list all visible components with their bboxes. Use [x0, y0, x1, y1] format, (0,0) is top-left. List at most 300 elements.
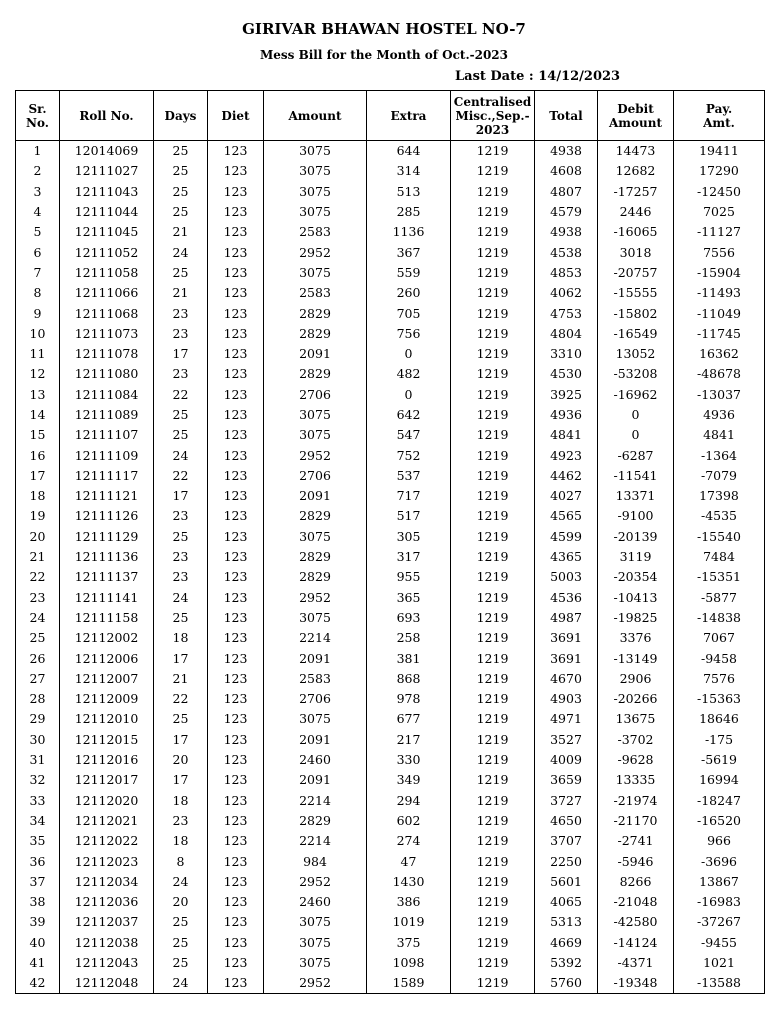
cell-extra: 517	[367, 506, 451, 526]
cell-total: 5760	[535, 973, 598, 994]
cell-days: 23	[154, 811, 208, 831]
cell-days: 25	[154, 405, 208, 425]
cell-total: 4753	[535, 303, 598, 323]
table-row	[16, 791, 765, 811]
cell-days: 25	[154, 182, 208, 202]
cell-sr: 30	[16, 730, 60, 750]
cell-debit: -16549	[598, 324, 674, 344]
cell-amount: 2706	[264, 385, 367, 405]
cell-misc: 1219	[451, 161, 535, 181]
cell-pay: -16520	[674, 811, 765, 831]
cell-debit: -20354	[598, 567, 674, 587]
cell-total: 4538	[535, 242, 598, 262]
cell-roll: 12111126	[60, 506, 154, 526]
cell-misc: 1219	[451, 730, 535, 750]
cell-roll: 12111058	[60, 263, 154, 283]
cell-pay: -11127	[674, 222, 765, 242]
cell-debit: 2906	[598, 669, 674, 689]
cell-debit: 3119	[598, 547, 674, 567]
cell-total: 4804	[535, 324, 598, 344]
cell-misc: 1219	[451, 486, 535, 506]
cell-sr: 18	[16, 486, 60, 506]
last-date: Last Date : 14/12/2023	[455, 69, 621, 84]
cell-amount: 2829	[264, 506, 367, 526]
cell-days: 25	[154, 709, 208, 729]
cell-roll: 12111136	[60, 547, 154, 567]
cell-diet: 123	[208, 344, 264, 364]
cell-pay: -9458	[674, 648, 765, 668]
cell-days: 24	[154, 242, 208, 262]
cell-sr: 1	[16, 141, 60, 162]
cell-debit: -5946	[598, 851, 674, 871]
cell-misc: 1219	[451, 385, 535, 405]
cell-extra: 0	[367, 344, 451, 364]
cell-sr: 32	[16, 770, 60, 790]
cell-total: 4027	[535, 486, 598, 506]
cell-debit: -20757	[598, 263, 674, 283]
cell-extra: 1098	[367, 953, 451, 973]
cell-total: 4608	[535, 161, 598, 181]
table-row	[16, 324, 765, 344]
cell-diet: 123	[208, 364, 264, 384]
cell-extra: 717	[367, 486, 451, 506]
cell-roll: 12112010	[60, 709, 154, 729]
cell-days: 23	[154, 506, 208, 526]
cell-days: 25	[154, 933, 208, 953]
cell-extra: 537	[367, 466, 451, 486]
cell-debit: 13371	[598, 486, 674, 506]
col-label: Centralised Misc.,Sep.- 2023	[453, 94, 532, 137]
cell-sr: 20	[16, 527, 60, 547]
cell-misc: 1219	[451, 222, 535, 242]
cell-diet: 123	[208, 242, 264, 262]
cell-days: 18	[154, 791, 208, 811]
cell-total: 4599	[535, 527, 598, 547]
cell-extra: 868	[367, 669, 451, 689]
cell-days: 17	[154, 486, 208, 506]
cell-pay: 16994	[674, 770, 765, 790]
col-label: Debit Amount	[608, 101, 662, 130]
col-header-misc	[451, 91, 535, 141]
cell-roll: 12112002	[60, 628, 154, 648]
cell-amount: 2829	[264, 364, 367, 384]
cell-roll: 12112021	[60, 811, 154, 831]
cell-sr: 28	[16, 689, 60, 709]
cell-misc: 1219	[451, 344, 535, 364]
cell-misc: 1219	[451, 324, 535, 344]
cell-diet: 123	[208, 770, 264, 790]
table-row	[16, 588, 765, 608]
cell-misc: 1219	[451, 872, 535, 892]
cell-misc: 1219	[451, 425, 535, 445]
cell-debit: -20266	[598, 689, 674, 709]
cell-days: 25	[154, 608, 208, 628]
cell-pay: -11493	[674, 283, 765, 303]
cell-amount: 984	[264, 851, 367, 871]
cell-roll: 12112036	[60, 892, 154, 912]
cell-roll: 12111044	[60, 202, 154, 222]
cell-debit: -15802	[598, 303, 674, 323]
cell-total: 4669	[535, 933, 598, 953]
cell-sr: 8	[16, 283, 60, 303]
table-row	[16, 933, 765, 953]
cell-pay: -1364	[674, 445, 765, 465]
cell-days: 25	[154, 202, 208, 222]
cell-extra: 955	[367, 567, 451, 587]
cell-roll: 12112015	[60, 730, 154, 750]
table-row	[16, 953, 765, 973]
col-label: Days	[164, 108, 197, 123]
cell-extra: 330	[367, 750, 451, 770]
cell-total: 4938	[535, 222, 598, 242]
cell-amount: 2214	[264, 791, 367, 811]
cell-amount: 2460	[264, 750, 367, 770]
col-label: Roll No.	[79, 108, 134, 123]
cell-days: 18	[154, 831, 208, 851]
cell-extra: 559	[367, 263, 451, 283]
cell-days: 23	[154, 364, 208, 384]
cell-roll: 12111066	[60, 283, 154, 303]
cell-days: 22	[154, 689, 208, 709]
cell-amount: 2952	[264, 973, 367, 994]
cell-pay: -16983	[674, 892, 765, 912]
cell-debit: -19348	[598, 973, 674, 994]
cell-debit: -17257	[598, 182, 674, 202]
cell-roll: 12111158	[60, 608, 154, 628]
cell-roll: 12111084	[60, 385, 154, 405]
cell-diet: 123	[208, 486, 264, 506]
cell-sr: 39	[16, 912, 60, 932]
cell-misc: 1219	[451, 567, 535, 587]
cell-pay: -14838	[674, 608, 765, 628]
cell-diet: 123	[208, 425, 264, 445]
cell-pay: 17290	[674, 161, 765, 181]
cell-extra: 381	[367, 648, 451, 668]
page-title: GIRIVAR BHAWAN HOSTEL NO-7	[242, 20, 526, 38]
cell-diet: 123	[208, 892, 264, 912]
cell-total: 4579	[535, 202, 598, 222]
cell-misc: 1219	[451, 608, 535, 628]
cell-extra: 305	[367, 527, 451, 547]
cell-amount: 2952	[264, 872, 367, 892]
cell-roll: 12111052	[60, 242, 154, 262]
cell-debit: -13149	[598, 648, 674, 668]
cell-days: 17	[154, 648, 208, 668]
cell-pay: -15363	[674, 689, 765, 709]
cell-days: 8	[154, 851, 208, 871]
cell-days: 25	[154, 141, 208, 162]
cell-diet: 123	[208, 872, 264, 892]
cell-sr: 7	[16, 263, 60, 283]
cell-roll: 12111129	[60, 527, 154, 547]
cell-total: 4841	[535, 425, 598, 445]
cell-extra: 602	[367, 811, 451, 831]
cell-misc: 1219	[451, 791, 535, 811]
cell-pay: 1021	[674, 953, 765, 973]
cell-days: 25	[154, 263, 208, 283]
cell-extra: 217	[367, 730, 451, 750]
cell-amount: 2214	[264, 831, 367, 851]
table-row	[16, 669, 765, 689]
cell-pay: -13037	[674, 385, 765, 405]
cell-diet: 123	[208, 182, 264, 202]
cell-misc: 1219	[451, 588, 535, 608]
cell-sr: 2	[16, 161, 60, 181]
cell-pay: 4841	[674, 425, 765, 445]
col-header-pay	[674, 91, 765, 141]
cell-roll: 12111045	[60, 222, 154, 242]
col-header-extra	[367, 91, 451, 141]
table-row	[16, 242, 765, 262]
cell-diet: 123	[208, 161, 264, 181]
cell-amount: 2460	[264, 892, 367, 912]
cell-sr: 17	[16, 466, 60, 486]
cell-sr: 37	[16, 872, 60, 892]
cell-debit: -4371	[598, 953, 674, 973]
cell-extra: 47	[367, 851, 451, 871]
cell-extra: 752	[367, 445, 451, 465]
cell-days: 20	[154, 750, 208, 770]
cell-days: 22	[154, 385, 208, 405]
cell-pay: -15351	[674, 567, 765, 587]
cell-misc: 1219	[451, 892, 535, 912]
cell-debit: 3018	[598, 242, 674, 262]
cell-days: 18	[154, 628, 208, 648]
cell-sr: 13	[16, 385, 60, 405]
cell-diet: 123	[208, 567, 264, 587]
table-row	[16, 750, 765, 770]
table-row	[16, 445, 765, 465]
cell-extra: 285	[367, 202, 451, 222]
cell-days: 21	[154, 669, 208, 689]
cell-debit: 13052	[598, 344, 674, 364]
table-row	[16, 851, 765, 871]
cell-extra: 349	[367, 770, 451, 790]
table-row	[16, 161, 765, 181]
col-header-amount	[264, 91, 367, 141]
cell-roll: 12111121	[60, 486, 154, 506]
cell-amount: 2829	[264, 303, 367, 323]
cell-total: 5601	[535, 872, 598, 892]
table-row	[16, 364, 765, 384]
cell-roll: 12112006	[60, 648, 154, 668]
cell-diet: 123	[208, 912, 264, 932]
table-row	[16, 425, 765, 445]
cell-amount: 2706	[264, 466, 367, 486]
cell-amount: 3075	[264, 202, 367, 222]
cell-misc: 1219	[451, 750, 535, 770]
cell-sr: 24	[16, 608, 60, 628]
cell-sr: 21	[16, 547, 60, 567]
cell-days: 17	[154, 770, 208, 790]
cell-extra: 547	[367, 425, 451, 445]
table-row	[16, 709, 765, 729]
cell-debit: -21170	[598, 811, 674, 831]
cell-sr: 35	[16, 831, 60, 851]
cell-debit: -11541	[598, 466, 674, 486]
cell-total: 4009	[535, 750, 598, 770]
cell-extra: 386	[367, 892, 451, 912]
cell-diet: 123	[208, 933, 264, 953]
cell-diet: 123	[208, 303, 264, 323]
cell-diet: 123	[208, 689, 264, 709]
table-row	[16, 202, 765, 222]
cell-misc: 1219	[451, 242, 535, 262]
cell-diet: 123	[208, 324, 264, 344]
cell-amount: 2829	[264, 567, 367, 587]
cell-days: 24	[154, 588, 208, 608]
cell-roll: 12111109	[60, 445, 154, 465]
cell-pay: -18247	[674, 791, 765, 811]
cell-sr: 38	[16, 892, 60, 912]
cell-pay: -12450	[674, 182, 765, 202]
cell-sr: 36	[16, 851, 60, 871]
cell-days: 21	[154, 222, 208, 242]
cell-misc: 1219	[451, 364, 535, 384]
cell-pay: -5877	[674, 588, 765, 608]
table-row	[16, 608, 765, 628]
cell-total: 4530	[535, 364, 598, 384]
cell-total: 5313	[535, 912, 598, 932]
cell-diet: 123	[208, 730, 264, 750]
cell-sr: 5	[16, 222, 60, 242]
cell-extra: 644	[367, 141, 451, 162]
cell-diet: 123	[208, 750, 264, 770]
cell-amount: 2829	[264, 324, 367, 344]
cell-days: 23	[154, 303, 208, 323]
cell-misc: 1219	[451, 770, 535, 790]
cell-roll: 12111117	[60, 466, 154, 486]
cell-roll: 12112017	[60, 770, 154, 790]
cell-roll: 12112034	[60, 872, 154, 892]
table-header-row	[16, 91, 765, 141]
cell-misc: 1219	[451, 851, 535, 871]
cell-pay: 19411	[674, 141, 765, 162]
cell-amount: 3075	[264, 161, 367, 181]
cell-pay: 16362	[674, 344, 765, 364]
cell-extra: 705	[367, 303, 451, 323]
table-row	[16, 263, 765, 283]
table-row	[16, 182, 765, 202]
cell-sr: 16	[16, 445, 60, 465]
cell-total: 5003	[535, 567, 598, 587]
cell-sr: 42	[16, 973, 60, 994]
cell-misc: 1219	[451, 912, 535, 932]
cell-diet: 123	[208, 953, 264, 973]
cell-roll: 12112038	[60, 933, 154, 953]
cell-amount: 2952	[264, 588, 367, 608]
cell-diet: 123	[208, 791, 264, 811]
table-row	[16, 385, 765, 405]
cell-extra: 642	[367, 405, 451, 425]
cell-debit: -14124	[598, 933, 674, 953]
cell-diet: 123	[208, 811, 264, 831]
cell-debit: 13335	[598, 770, 674, 790]
cell-amount: 2091	[264, 730, 367, 750]
table-row	[16, 912, 765, 932]
cell-pay: -9455	[674, 933, 765, 953]
cell-amount: 2583	[264, 669, 367, 689]
cell-pay: -11049	[674, 303, 765, 323]
cell-misc: 1219	[451, 405, 535, 425]
cell-total: 4365	[535, 547, 598, 567]
table-row	[16, 730, 765, 750]
cell-diet: 123	[208, 648, 264, 668]
cell-extra: 274	[367, 831, 451, 851]
cell-pay: 13867	[674, 872, 765, 892]
cell-roll: 12111080	[60, 364, 154, 384]
cell-extra: 1019	[367, 912, 451, 932]
cell-diet: 123	[208, 385, 264, 405]
cell-diet: 123	[208, 669, 264, 689]
cell-amount: 3075	[264, 608, 367, 628]
cell-amount: 2091	[264, 486, 367, 506]
cell-extra: 314	[367, 161, 451, 181]
cell-extra: 258	[367, 628, 451, 648]
cell-diet: 123	[208, 608, 264, 628]
cell-total: 4462	[535, 466, 598, 486]
cell-sr: 10	[16, 324, 60, 344]
cell-debit: -2741	[598, 831, 674, 851]
cell-debit: -21048	[598, 892, 674, 912]
cell-amount: 2706	[264, 689, 367, 709]
cell-debit: -9100	[598, 506, 674, 526]
cell-amount: 3075	[264, 912, 367, 932]
cell-sr: 29	[16, 709, 60, 729]
col-label: Extra	[390, 108, 427, 123]
cell-debit: -15555	[598, 283, 674, 303]
table-row	[16, 466, 765, 486]
col-label: Amount	[288, 108, 342, 123]
cell-total: 4065	[535, 892, 598, 912]
cell-sr: 3	[16, 182, 60, 202]
cell-roll: 12111089	[60, 405, 154, 425]
table-row	[16, 973, 765, 994]
col-label: Total	[549, 108, 583, 123]
cell-misc: 1219	[451, 811, 535, 831]
cell-amount: 3075	[264, 182, 367, 202]
table-row	[16, 648, 765, 668]
cell-amount: 2091	[264, 344, 367, 364]
cell-extra: 365	[367, 588, 451, 608]
cell-amount: 3075	[264, 527, 367, 547]
cell-debit: -53208	[598, 364, 674, 384]
cell-sr: 19	[16, 506, 60, 526]
cell-total: 3659	[535, 770, 598, 790]
cell-debit: -19825	[598, 608, 674, 628]
table-row	[16, 506, 765, 526]
cell-total: 2250	[535, 851, 598, 871]
col-header-total	[535, 91, 598, 141]
cell-diet: 123	[208, 222, 264, 242]
cell-pay: 7025	[674, 202, 765, 222]
cell-extra: 367	[367, 242, 451, 262]
cell-roll: 12112022	[60, 831, 154, 851]
cell-extra: 978	[367, 689, 451, 709]
table-row	[16, 770, 765, 790]
cell-amount: 2829	[264, 811, 367, 831]
cell-roll: 12112007	[60, 669, 154, 689]
cell-diet: 123	[208, 141, 264, 162]
cell-pay: -3696	[674, 851, 765, 871]
cell-amount: 2952	[264, 242, 367, 262]
cell-diet: 123	[208, 831, 264, 851]
cell-diet: 123	[208, 283, 264, 303]
cell-misc: 1219	[451, 303, 535, 323]
col-header-debit	[598, 91, 674, 141]
cell-days: 25	[154, 953, 208, 973]
cell-roll: 12112023	[60, 851, 154, 871]
